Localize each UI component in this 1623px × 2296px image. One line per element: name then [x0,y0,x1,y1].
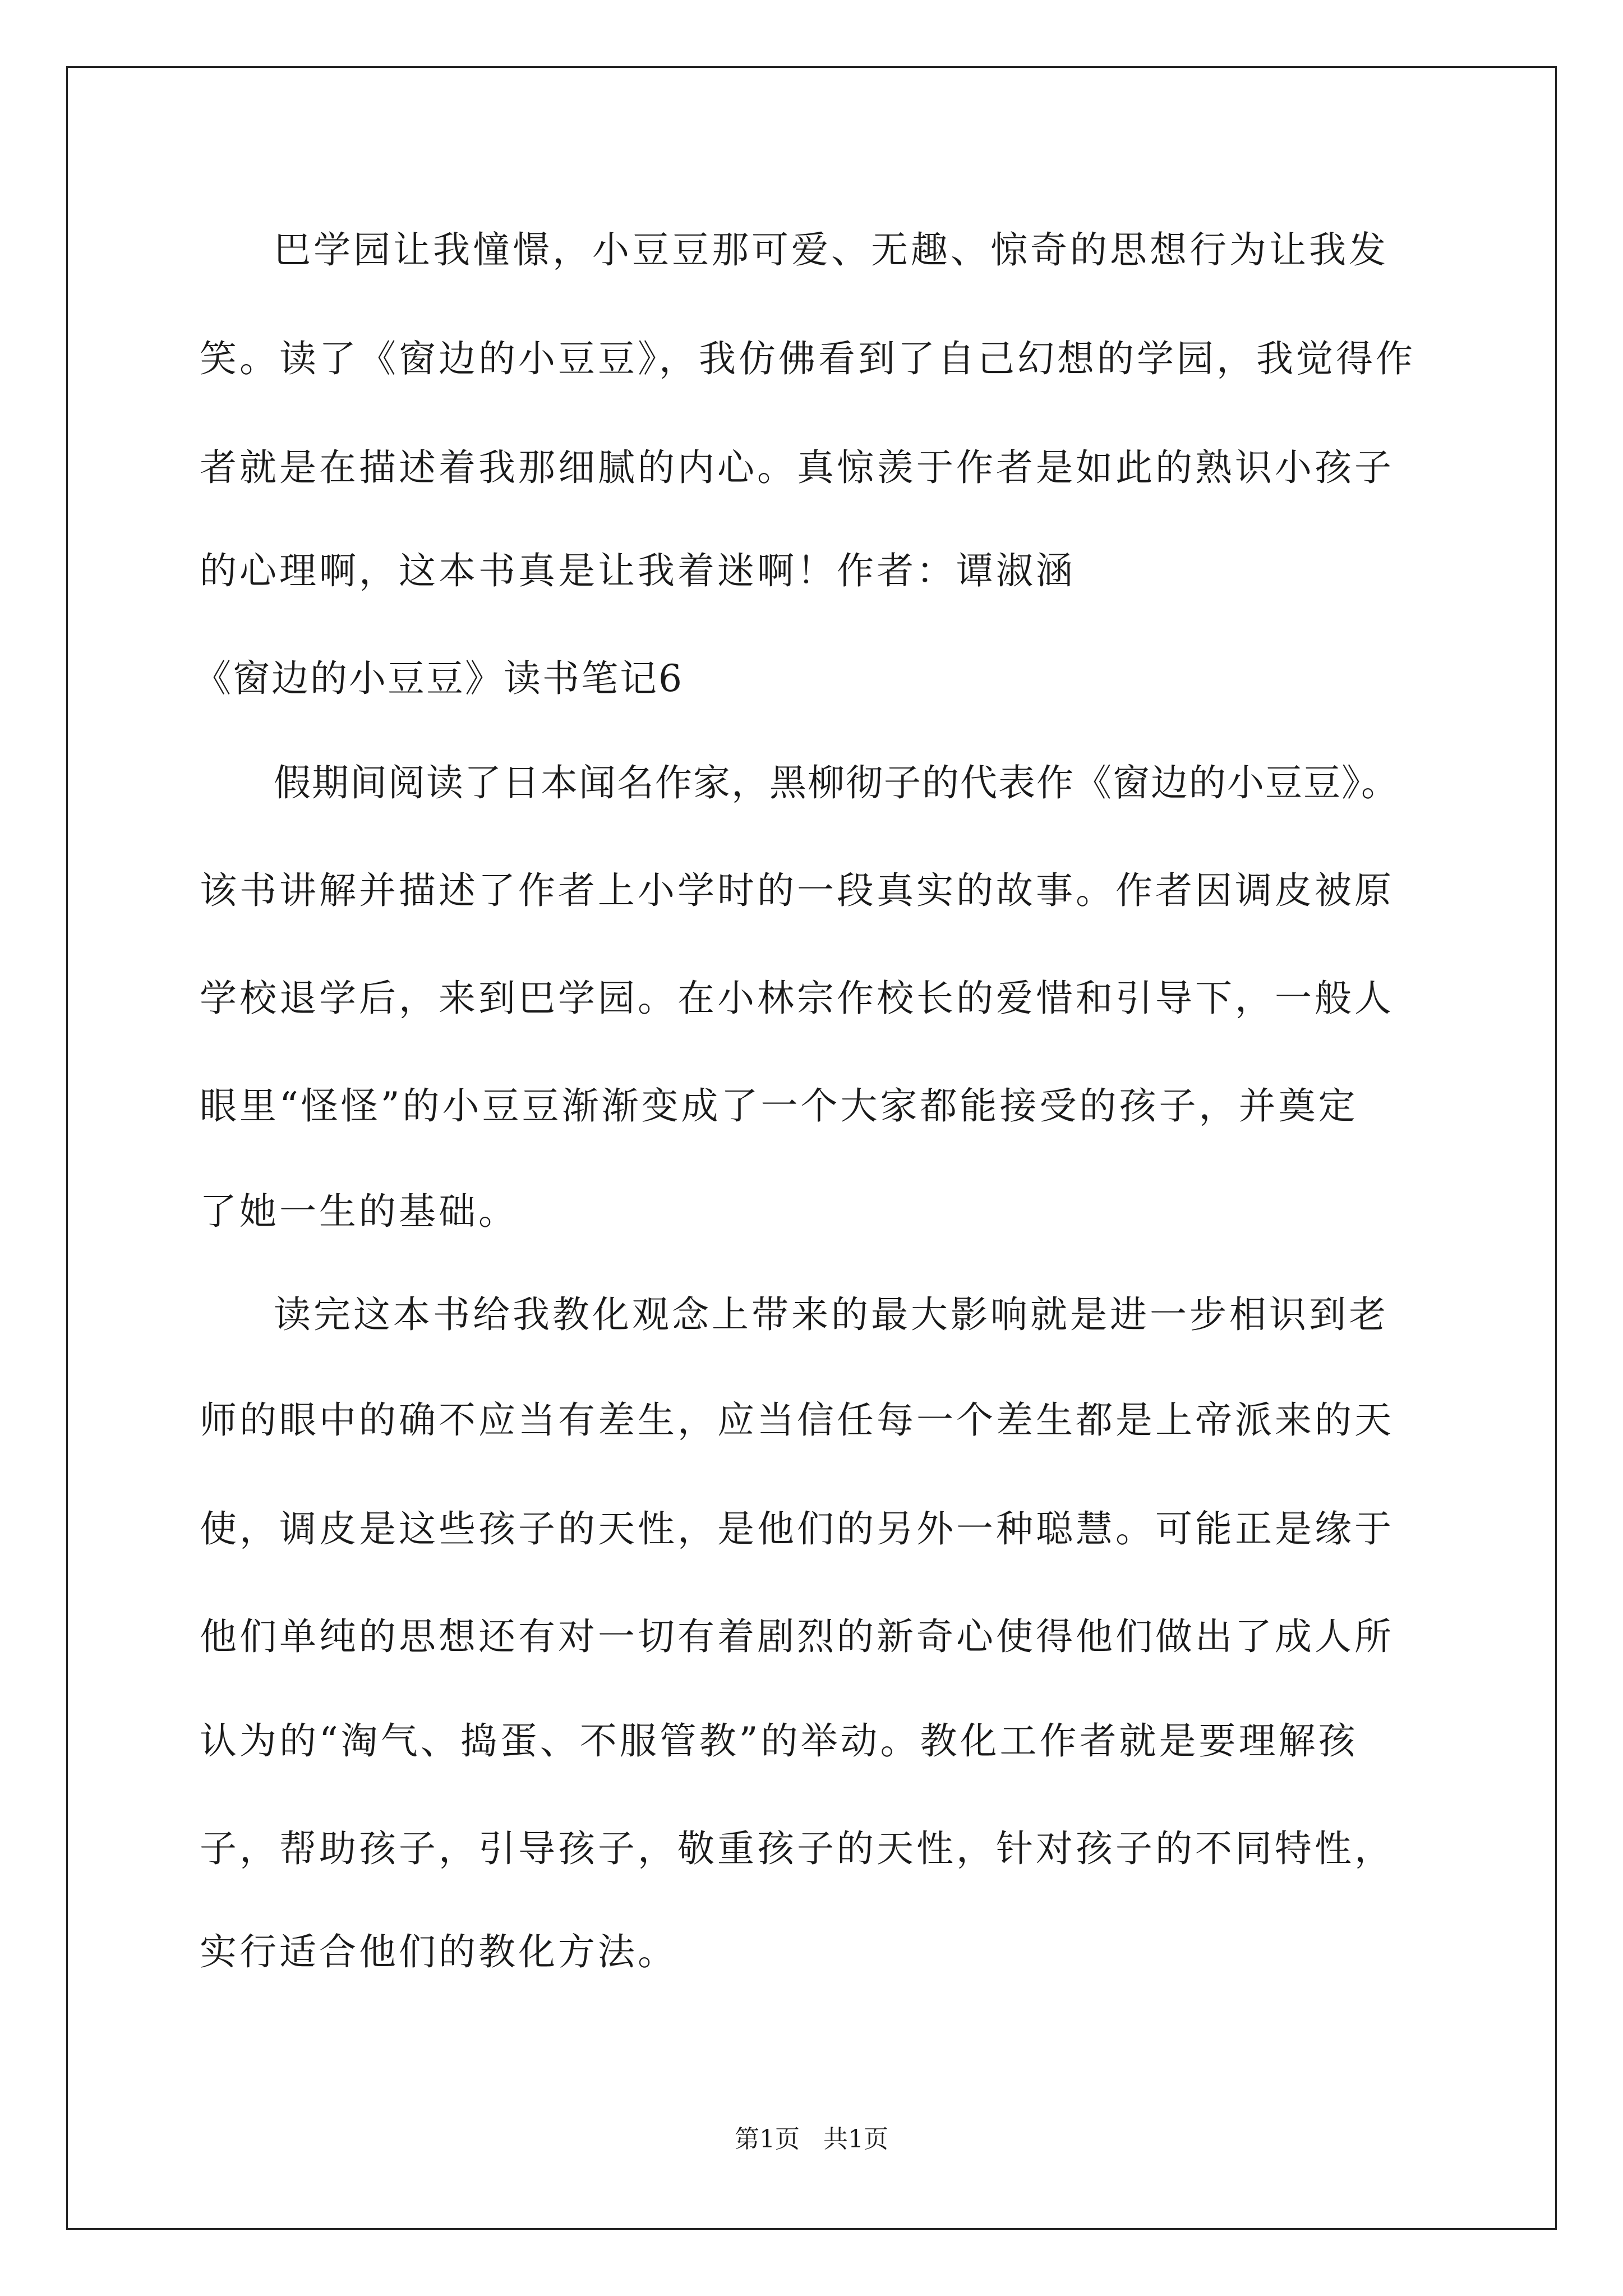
paragraph-1-line-3: 者就是在描述着我那细腻的内心。真惊羡于作者是如此的熟识小孩子 [200,446,1394,489]
paragraph-2-line-1: 假期间阅读了日本闻名作家，黑柳彻子的代表作《窗边的小豆豆》。 [274,761,1399,804]
paragraph-2-line-5: 了她一生的基础。 [200,1190,518,1233]
paragraph-3-line-7: 实行适合他们的教化方法。 [200,1930,677,1973]
paragraph-3-line-3: 使，调皮是这些孩子的天性，是他们的另外一种聪慧。可能正是缘于 [200,1507,1394,1550]
page-number-footer: 第1页 共1页 [735,2125,888,2154]
page-border [66,66,1557,2230]
paragraph-2-line-4: 眼里“怪怪”的小豆豆渐渐变成了一个大家都能接受的孩子，并奠定 [200,1084,1358,1128]
paragraph-2-line-3: 学校退学后，来到巴学园。在小林宗作校长的爱惜和引导下，一般人 [200,977,1394,1020]
paragraph-2-line-2: 该书讲解并描述了作者上小学时的一段真实的故事。作者因调皮被原 [200,869,1394,912]
paragraph-3-line-2: 师的眼中的确不应当有差生，应当信任每一个差生都是上帝派来的天 [200,1398,1394,1442]
paragraph-3-line-4: 他们单纯的思想还有对一切有着剧烈的新奇心使得他们做出了成人所 [200,1615,1394,1658]
paragraph-3-line-5: 认为的“淘气、捣蛋、不服管教”的举动。教化工作者就是要理解孩 [200,1719,1358,1763]
paragraph-1-line-1: 巴学园让我憧憬，小豆豆那可爱、无趣、惊奇的思想行为让我发 [274,228,1389,272]
paragraph-1-line-2: 笑。读了《窗边的小豆豆》，我仿佛看到了自己幻想的学园，我觉得作 [200,337,1415,380]
paragraph-3-line-1: 读完这本书给我教化观念上带来的最大影响就是进一步相识到老 [274,1293,1389,1336]
paragraph-3-line-6: 子，帮助孩子，引导孩子，敬重孩子的天性，针对孩子的不同特性， [200,1827,1394,1870]
section-heading: 《窗边的小豆豆》读书笔记6 [194,657,684,700]
paragraph-1-line-4: 的心理啊，这本书真是让我着迷啊！作者：谭淑涵 [200,549,1076,592]
